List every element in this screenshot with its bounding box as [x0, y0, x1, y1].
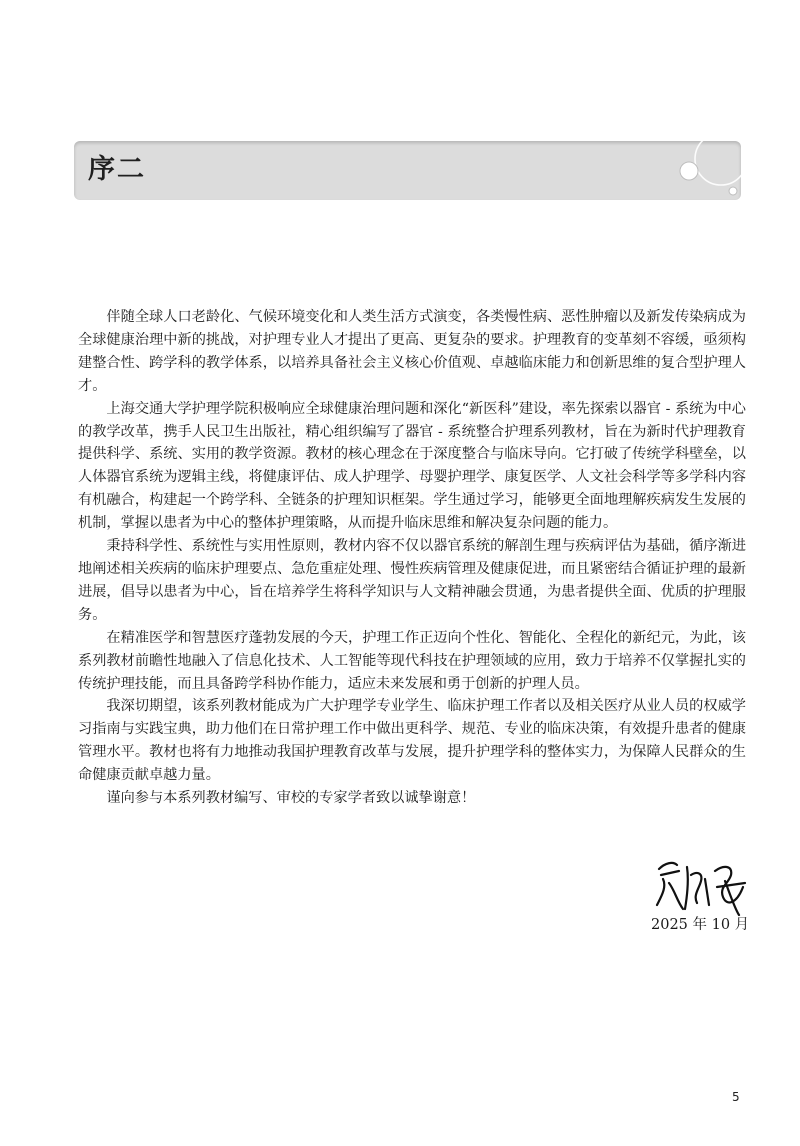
decorative-circles-icon: [581, 141, 741, 200]
paragraph: 谨向参与本系列教材编写、审校的专家学者致以诚挚谢意！: [106, 790, 476, 807]
paragraph: 上海交通大学护理学院积极响应全球健康治理问题和深化“新医科”建设，率先探索以器官 - 系统为中心的教学改革，携手人民卫生出版社，精心组织编写了器官 - 系统整合护理系列教材，旨在为新时代护理教育提供科学、系统、实用的教学资源。教材的核心理念在于深度整合与临床导向。它打破了传统学科壁垒，以人体器官系统为逻辑主线，将健康评估、成人护理学、母婴护理学、康复医学、人文社会科学等多学科内容有机融合，构建起一个跨学科、全链条的护理知识框架。学生通过学习，能够更全面地理解疾病发生发展的机制，掌握以患者为中心的整体护理策略，从而提升临床思维和解决复杂问题的能力。: [78, 400, 746, 532]
paragraph: 在精准医学和智慧医疗蓬勃发展的今天，护理工作正迈向个性化、智能化、全程化的新纪元，为此，该系列教材前瞻性地融入了信息化技术、人工智能等现代科技在护理领域的应用，致力于培养不仅掌握扎实的传统护理技能，而且具备跨学科协作能力，适应未来发展和勇于创新的护理人员。: [78, 629, 746, 692]
page-number: 5: [732, 1090, 740, 1104]
handwritten-signature: [653, 857, 749, 919]
title-banner: [74, 141, 741, 200]
paragraph: 我深切期望，该系列教材能成为广大护理学专业学生、临床护理工作者以及相关医疗从业人员的权威学习指南与实践宝典，助力他们在日常护理工作中做出更科学、规范、专业的临床决策，有效提升患者的健康管理水平。教材也将有力地推动我国护理教育改革与发展，提升护理学科的整体实力，为保障人民群众的生命健康贡献卓越力量。: [78, 698, 746, 784]
preface-body: [78, 306, 746, 810]
page-title: 序二: [88, 154, 146, 185]
date: 2025 年 10 月: [651, 917, 750, 933]
paragraph: 伴随全球人口老龄化、气候环境变化和人类生活方式演变，各类慢性病、恶性肿瘤以及新发传染病成为全球健康治理中新的挑战，对护理专业人才提出了更高、更复杂的要求。护理教育的变革刻不容缓，亟须构建整合性、跨学科的教学体系，以培养具备社会主义核心价值观、卓越临床能力和创新思维的复合型护理人才。: [78, 309, 746, 394]
paragraph: 秉持科学性、系统性与实用性原则，教材内容不仅以器官系统的解剖生理与疾病评估为基础，循序渐进地阐述相关疾病的临床护理要点、急危重症处理、慢性疾病管理及健康促进，而且紧密结合循证护理的最新进展，倡导以患者为中心，旨在培养学生将科学知识与人文精神融会贯通，为患者提供全面、优质的护理服务。: [78, 538, 746, 623]
